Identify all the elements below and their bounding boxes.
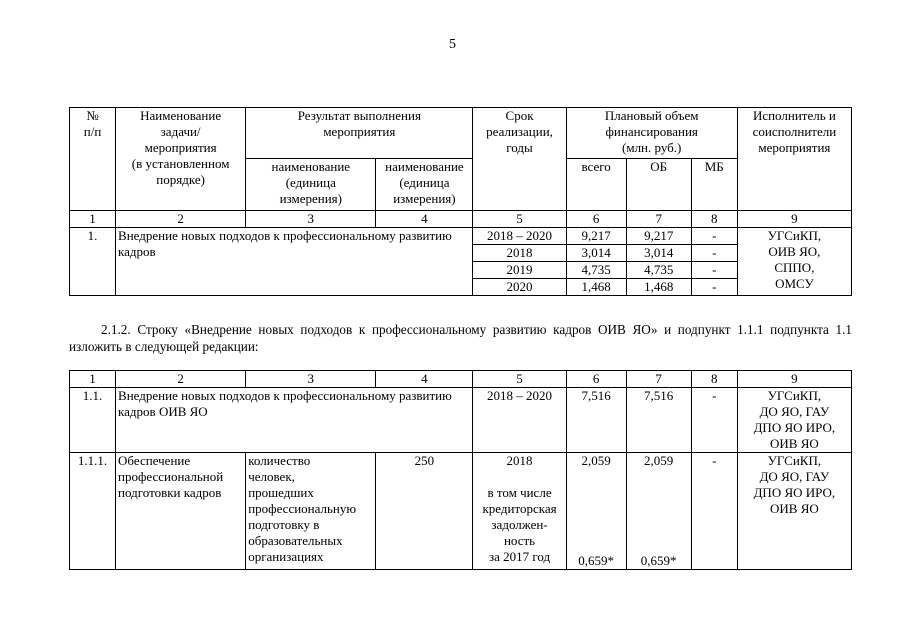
col-number: 3 — [246, 211, 376, 228]
row-mb: - — [691, 262, 737, 279]
col-number: 6 — [566, 211, 626, 228]
col-number: 4 — [376, 371, 473, 388]
row-total: 4,735 — [566, 262, 626, 279]
col-number: 5 — [473, 371, 566, 388]
row-num: 1. — [70, 228, 116, 296]
row-years: 2018 – 2020 — [473, 388, 566, 453]
row-mb: - — [691, 228, 737, 245]
row-years: 2018 — [473, 245, 566, 262]
col-number: 2 — [116, 211, 246, 228]
column-number-row — [70, 371, 852, 388]
row-result-name: количество человек, прошедших профессиональную подготовку в образовательных организациях — [246, 453, 376, 570]
row-ob: 9,217 — [626, 228, 691, 245]
col-number: 7 — [626, 371, 691, 388]
col-number: 9 — [737, 211, 851, 228]
row-mb: - — [691, 279, 737, 296]
row-years: 2018 – 2020 — [473, 228, 566, 245]
table-row — [70, 228, 852, 245]
col-number: 2 — [116, 371, 246, 388]
row-name: Внедрение новых подходов к профессиональному развитию кадров ОИВ ЯО — [116, 388, 473, 453]
header-term: Срок реализации, годы — [473, 108, 566, 211]
header-finance: Плановый объем финансирования (млн. руб.) — [566, 108, 737, 159]
col-number: 8 — [691, 211, 737, 228]
row-executors: УГСиКП, ДО ЯО, ГАУ ДПО ЯО ИРО, ОИВ ЯО — [737, 388, 851, 453]
header-num: № п/п — [70, 108, 116, 211]
col-number: 5 — [473, 211, 566, 228]
row-total: 7,516 — [566, 388, 626, 453]
col-number: 8 — [691, 371, 737, 388]
table-row — [70, 453, 852, 570]
table-row — [70, 388, 852, 453]
col-number: 3 — [246, 371, 376, 388]
row-ob-note: 0,659* — [640, 553, 677, 568]
header-result-name-b: наименование (единица измерения) — [376, 159, 473, 211]
row-ob: 4,735 — [626, 262, 691, 279]
row-total: 2,059 0,659* — [566, 453, 626, 570]
table-amended-events — [69, 370, 852, 570]
header-result: Результат выполнения мероприятия — [246, 108, 473, 159]
row-total-note: 0,659* — [578, 553, 614, 568]
row-num: 1.1. — [70, 388, 116, 453]
header-fin-total: всего — [566, 159, 626, 211]
row-total: 1,468 — [566, 279, 626, 296]
column-number-row — [70, 211, 852, 228]
col-number: 4 — [376, 211, 473, 228]
row-num: 1.1.1. — [70, 453, 116, 570]
row-mb: - — [691, 388, 737, 453]
col-number: 7 — [626, 211, 691, 228]
header-fin-mb: МБ — [691, 159, 737, 211]
row-ob: 2,059 0,659* — [626, 453, 691, 570]
row-years: 2020 — [473, 279, 566, 296]
row-total: 3,014 — [566, 245, 626, 262]
row-result-value: 250 — [376, 453, 473, 570]
row-total: 9,217 — [566, 228, 626, 245]
row-years: 2018 в том числе кредиторская задолжен- ность за 2017 год — [473, 453, 566, 570]
col-number: 1 — [70, 371, 116, 388]
row-name: Внедрение новых подходов к профессиональному развитию кадров — [116, 228, 473, 296]
row-ob: 1,468 — [626, 279, 691, 296]
amendment-paragraph: 2.1.2. Строку «Внедрение новых подходов к профессиональному развитию кадров ОИВ ЯО» и подпункт 1.1.1 подпункта 1.1 изложить в следующей редакции: — [69, 322, 852, 354]
table-plan-events — [69, 107, 852, 296]
row-ob: 7,516 — [626, 388, 691, 453]
row-mb: - — [691, 245, 737, 262]
row-years: 2019 — [473, 262, 566, 279]
header-result-name-a: наименование (единица измерения) — [246, 159, 376, 211]
col-number: 6 — [566, 371, 626, 388]
row-mb: - — [691, 453, 737, 570]
row-executors: УГСиКП, ДО ЯО, ГАУ ДПО ЯО ИРО, ОИВ ЯО — [737, 453, 851, 570]
header-executor: Исполнитель и соисполнители мероприятия — [737, 108, 851, 211]
row-executors: УГСиКП, ОИВ ЯО, СППО, ОМСУ — [737, 228, 851, 296]
row-ob: 3,014 — [626, 245, 691, 262]
page-number: 5 — [449, 37, 456, 52]
row-name: Обеспечение профессиональной подготовки кадров — [116, 453, 246, 570]
col-number: 9 — [737, 371, 851, 388]
col-number: 1 — [70, 211, 116, 228]
header-task: Наименование задачи/ мероприятия (в установленном порядке) — [116, 108, 246, 211]
header-fin-ob: ОБ — [626, 159, 691, 211]
